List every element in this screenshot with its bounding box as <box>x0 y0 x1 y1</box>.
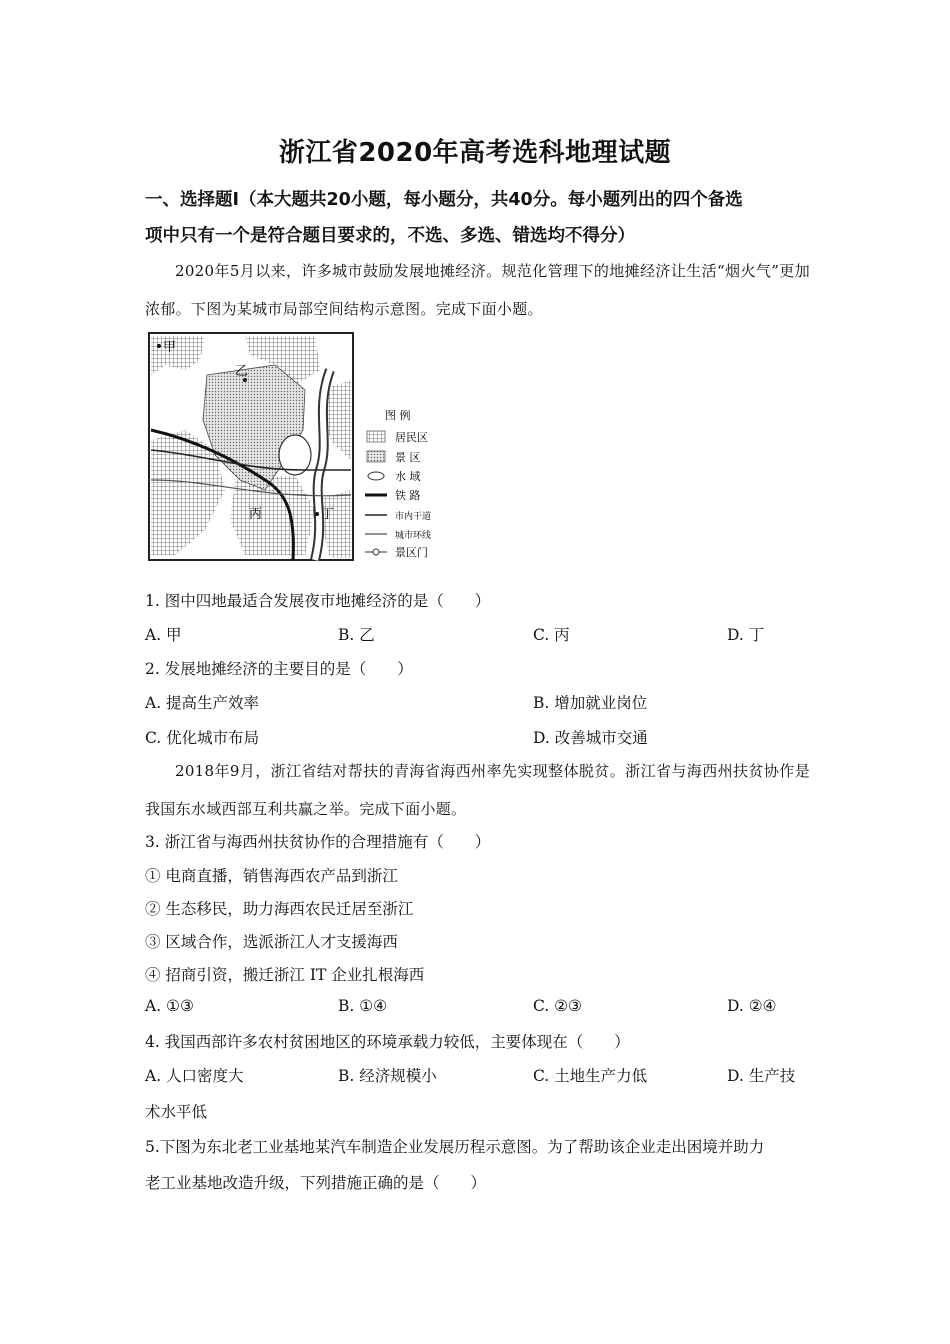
section-heading-line-1: 一、选择题Ⅰ（本大题共20小题，每小题分，共40分。每小题列出的四个备选 <box>145 190 743 210</box>
legend-title: 图 例 <box>385 409 411 422</box>
question-4-stem: 4. 我国西部许多农村贫困地区的环境承载力较低，主要体现在（ ） <box>145 1033 630 1051</box>
legend-scenic: 景 区 <box>395 451 421 464</box>
map-legend <box>365 408 431 559</box>
q4-option-b: B. 经济规模小 <box>338 1067 437 1085</box>
q2-option-a: A. 提高生产效率 <box>145 694 260 712</box>
passage-2: 2018年9月，浙江省结对帮扶的青海省海西州率先实现整体脱贫。浙江省与海西州扶贫协作是我国东水域西部互利共赢之举。完成下面小题。 <box>145 762 810 818</box>
question-3-stem: 3. 浙江省与海西州扶贫协作的合理措施有（ ） <box>145 833 491 851</box>
q3-item-2: ② 生态移民，助力海西农民迁居至浙江 <box>145 900 414 918</box>
passage-1: 2020年5月以来，许多城市鼓励发展地摊经济。规范化管理下的地摊经济让生活“烟火气”更加浓郁。下图为某城市局部空间结构示意图。完成下面小题。 <box>145 262 810 318</box>
q4-option-d: D. 生产技 <box>727 1067 796 1085</box>
q3-option-b: B. ①④ <box>338 997 388 1015</box>
legend-residential: 居民区 <box>395 431 428 444</box>
legend-railway: 铁 路 <box>395 489 421 502</box>
legend-ring-road: 城市环线 <box>395 531 432 541</box>
q3-option-a: A. ①③ <box>145 997 194 1015</box>
question-5-stem-line-1: 5.下图为东北老工业基地某汽车制造企业发展历程示意图。为了帮助该企业走出困境并助力 <box>145 1138 765 1156</box>
q3-item-4: ④ 招商引资，搬迁浙江 IT 企业扎根海西 <box>145 966 425 984</box>
q1-option-c: C. 丙 <box>533 626 570 644</box>
q3-option-c: C. ②③ <box>533 997 582 1015</box>
q4-option-a: A. 人口密度大 <box>145 1067 244 1085</box>
q2-option-c: C. 优化城市布局 <box>145 729 260 747</box>
q3-option-d: D. ②④ <box>727 997 777 1015</box>
page-title: 浙江省2020年高考选科地理试题 <box>278 138 672 168</box>
question-5-stem-line-2: 老工业基地改造升级，下列措施正确的是（ ） <box>145 1174 487 1192</box>
city-structure-map <box>145 330 445 562</box>
q4-option-d-continued: 术水平低 <box>145 1103 208 1121</box>
question-1-stem: 1. 图中四地最适合发展夜市地摊经济的是（ ） <box>145 592 491 610</box>
place-yi: 乙 <box>235 364 249 379</box>
place-jia: 甲 <box>163 340 177 355</box>
legend-main-road: 市内干道 <box>395 512 432 522</box>
q3-item-1: ① 电商直播，销售海西农产品到浙江 <box>145 867 398 885</box>
q2-option-b: B. 增加就业岗位 <box>533 694 648 712</box>
q1-option-b: B. 乙 <box>338 626 375 644</box>
section-heading-line-2: 项中只有一个是符合题目要求的，不选、多选、错选均不得分） <box>145 226 635 246</box>
place-bing: 丙 <box>249 507 263 522</box>
legend-scenic-gate: 景区门 <box>395 546 428 559</box>
q3-item-3: ③ 区域合作，选派浙江人才支援海西 <box>145 933 398 951</box>
q1-option-a: A. 甲 <box>145 626 182 644</box>
q2-option-d: D. 改善城市交通 <box>533 729 648 747</box>
legend-water: 水 域 <box>395 470 421 483</box>
question-2-stem: 2. 发展地摊经济的主要目的是（ ） <box>145 660 413 678</box>
place-ding: 丁 <box>321 507 335 522</box>
q1-option-d: D. 丁 <box>727 626 765 644</box>
q4-option-c: C. 土地生产力低 <box>533 1067 648 1085</box>
